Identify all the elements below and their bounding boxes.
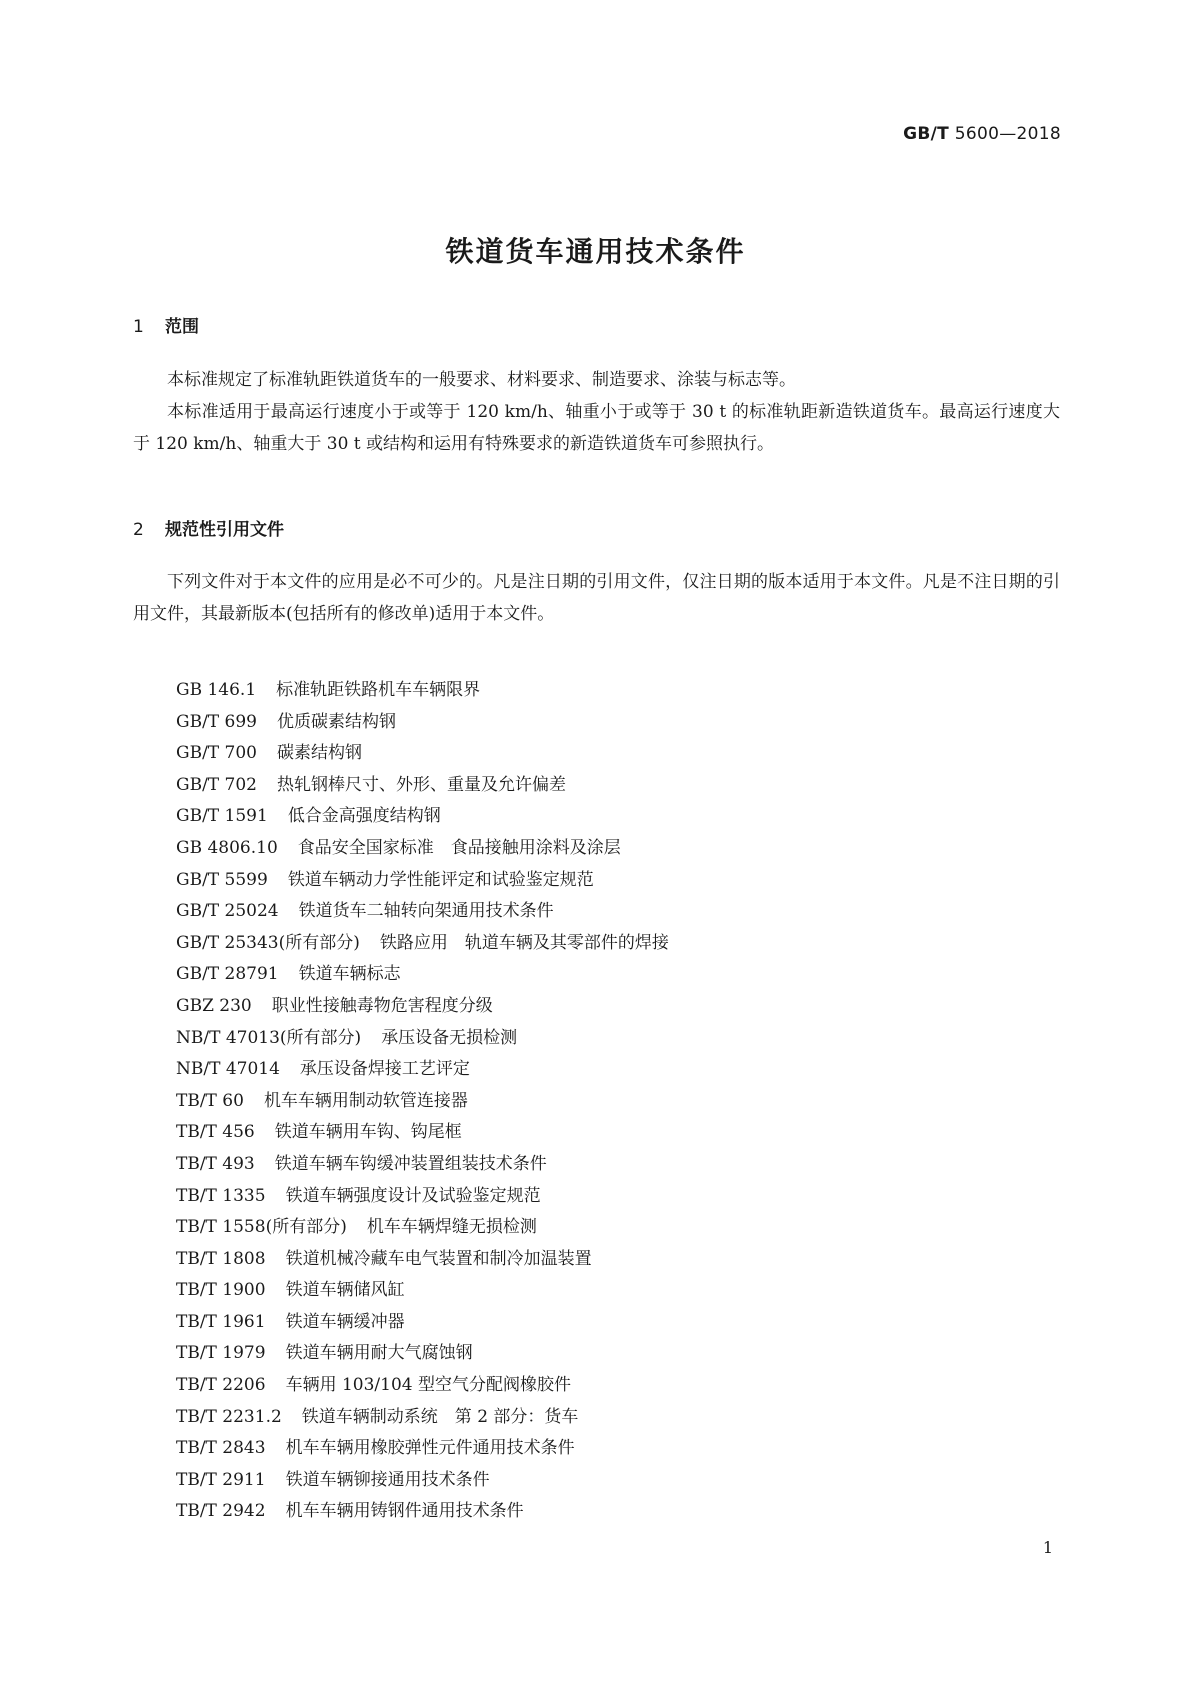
section-2-title: 规范性引用文件 xyxy=(165,520,284,540)
reference-code: TB/T 60 xyxy=(176,1090,244,1111)
reference-title: 铁道车辆动力学性能评定和试验鉴定规范 xyxy=(287,869,594,890)
reference-item xyxy=(176,1307,669,1339)
reference-code: NB/T 47014 xyxy=(176,1059,280,1080)
reference-title: 铁道货车二轴转向架通用技术条件 xyxy=(298,901,554,922)
reference-item xyxy=(176,1181,669,1213)
reference-item xyxy=(176,738,669,770)
reference-title: 机车车辆用橡胶弹性元件通用技术条件 xyxy=(285,1438,575,1459)
reference-code: TB/T 1808 xyxy=(176,1248,266,1269)
standard-code-prefix: GB/T xyxy=(903,124,950,144)
reference-title: 承压设备焊接工艺评定 xyxy=(299,1059,470,1080)
reference-title: 机车车辆用铸钢件通用技术条件 xyxy=(285,1501,524,1522)
reference-title: 铁道车辆车钩缓冲装置组装技术条件 xyxy=(274,1153,547,1174)
reference-code: TB/T 2231.2 xyxy=(176,1406,282,1427)
reference-code: TB/T 2911 xyxy=(176,1469,266,1490)
reference-code: NB/T 47013(所有部分) xyxy=(176,1027,362,1048)
section-1-title: 范围 xyxy=(165,317,199,337)
standard-code-number: 5600—2018 xyxy=(949,124,1061,144)
reference-title: 铁道车辆强度设计及试验鉴定规范 xyxy=(285,1185,541,1206)
section-1-paragraph-2: 本标准适用于最高运行速度小于或等于 120 km/h、轴重小于或等于 30 t 的标准轨距新造铁道货车。最高运行速度大于 120 km/h、轴重大于 30 t 或结构和运用有特殊要求的新造铁道货车可参照执行。 xyxy=(133,402,1060,454)
reference-title: 铁道车辆储风缸 xyxy=(285,1280,405,1301)
reference-item xyxy=(176,1086,669,1118)
reference-item xyxy=(176,1338,669,1370)
reference-code: TB/T 1961 xyxy=(176,1311,266,1332)
reference-title: 车辆用 103/104 型空气分配阀橡胶件 xyxy=(285,1375,572,1396)
reference-code: TB/T 1979 xyxy=(176,1343,266,1364)
reference-item xyxy=(176,1054,669,1086)
reference-title: 铁道车辆铆接通用技术条件 xyxy=(285,1469,490,1490)
reference-title: 优质碳素结构钢 xyxy=(277,711,396,732)
reference-code: GB/T 702 xyxy=(176,774,257,795)
reference-item xyxy=(176,1433,669,1465)
reference-item xyxy=(176,1023,669,1055)
standard-code xyxy=(903,124,1061,144)
reference-item xyxy=(176,928,669,960)
reference-code: TB/T 2942 xyxy=(176,1501,266,1522)
reference-code: TB/T 456 xyxy=(176,1122,255,1143)
reference-item xyxy=(176,865,669,897)
section-1-number: 1 xyxy=(133,317,144,337)
reference-list xyxy=(176,675,669,1528)
section-2-intro: 下列文件对于本文件的应用是必不可少的。凡是注日期的引用文件，仅注日期的版本适用于本文件。凡是不注日期的引用文件，其最新版本(包括所有的修改单)适用于本文件。 xyxy=(133,572,1060,624)
reference-title: 职业性接触毒物危害程度分级 xyxy=(271,995,493,1016)
reference-code: GB/T 699 xyxy=(176,711,257,732)
reference-title: 碳素结构钢 xyxy=(277,743,362,764)
reference-code: TB/T 2843 xyxy=(176,1438,266,1459)
reference-title: 机车车辆焊缝无损检测 xyxy=(366,1217,537,1238)
reference-item xyxy=(176,991,669,1023)
reference-item xyxy=(176,801,669,833)
reference-code: TB/T 1335 xyxy=(176,1185,266,1206)
section-2-heading xyxy=(133,515,284,540)
section-1-paragraph-1: 本标准规定了标准轨距铁道货车的一般要求、材料要求、制造要求、涂装与标志等。 xyxy=(167,370,796,390)
reference-item xyxy=(176,675,669,707)
reference-code: GB/T 25024 xyxy=(176,901,279,922)
reference-item xyxy=(176,1212,669,1244)
reference-code: GB/T 1591 xyxy=(176,806,268,827)
reference-code: GB/T 700 xyxy=(176,743,257,764)
reference-title: 低合金高强度结构钢 xyxy=(287,806,441,827)
reference-code: GB/T 28791 xyxy=(176,964,279,985)
reference-code: GB 146.1 xyxy=(176,680,257,700)
reference-item xyxy=(176,1149,669,1181)
reference-title: 铁道车辆用耐大气腐蚀钢 xyxy=(285,1343,473,1364)
reference-code: GB/T 5599 xyxy=(176,869,268,890)
reference-item xyxy=(176,1370,669,1402)
reference-title: 热轧钢棒尺寸、外形、重量及允许偏差 xyxy=(277,774,566,795)
reference-item xyxy=(176,1117,669,1149)
reference-code: TB/T 2206 xyxy=(176,1375,266,1396)
reference-item xyxy=(176,833,669,865)
reference-item xyxy=(176,1402,669,1434)
reference-title: 铁道车辆制动系统 第 2 部分：货车 xyxy=(301,1406,579,1427)
reference-title: 食品安全国家标准 食品接触用涂料及涂层 xyxy=(297,837,621,858)
reference-title: 承压设备无损检测 xyxy=(381,1027,518,1048)
document-title: 铁道货车通用技术条件 xyxy=(445,235,746,268)
reference-code: GB/T 25343(所有部分) xyxy=(176,932,360,953)
section-2-number: 2 xyxy=(133,520,144,540)
reference-item xyxy=(176,707,669,739)
reference-title: 铁道机械冷藏车电气装置和制冷加温装置 xyxy=(285,1248,592,1269)
reference-code: TB/T 1558(所有部分) xyxy=(176,1217,347,1238)
reference-code: GB 4806.10 xyxy=(176,837,278,858)
reference-item xyxy=(176,1496,669,1528)
reference-title: 铁道车辆标志 xyxy=(298,964,401,985)
reference-title: 铁道车辆用车钩、钩尾框 xyxy=(274,1122,462,1143)
reference-code: TB/T 1900 xyxy=(176,1280,266,1301)
reference-item xyxy=(176,1465,669,1497)
section-1-heading xyxy=(133,312,199,337)
reference-title: 铁道车辆缓冲器 xyxy=(285,1311,405,1332)
reference-item xyxy=(176,770,669,802)
reference-code: TB/T 493 xyxy=(176,1153,255,1174)
reference-title: 铁路应用 轨道车辆及其零部件的焊接 xyxy=(379,932,669,953)
reference-item xyxy=(176,1275,669,1307)
reference-title: 机车车辆用制动软管连接器 xyxy=(263,1090,468,1111)
reference-title: 标准轨距铁路机车车辆限界 xyxy=(276,680,481,700)
reference-item xyxy=(176,896,669,928)
reference-item xyxy=(176,959,669,991)
reference-code: GBZ 230 xyxy=(176,995,252,1016)
reference-item xyxy=(176,1244,669,1276)
page-number: 1 xyxy=(1042,1538,1053,1557)
